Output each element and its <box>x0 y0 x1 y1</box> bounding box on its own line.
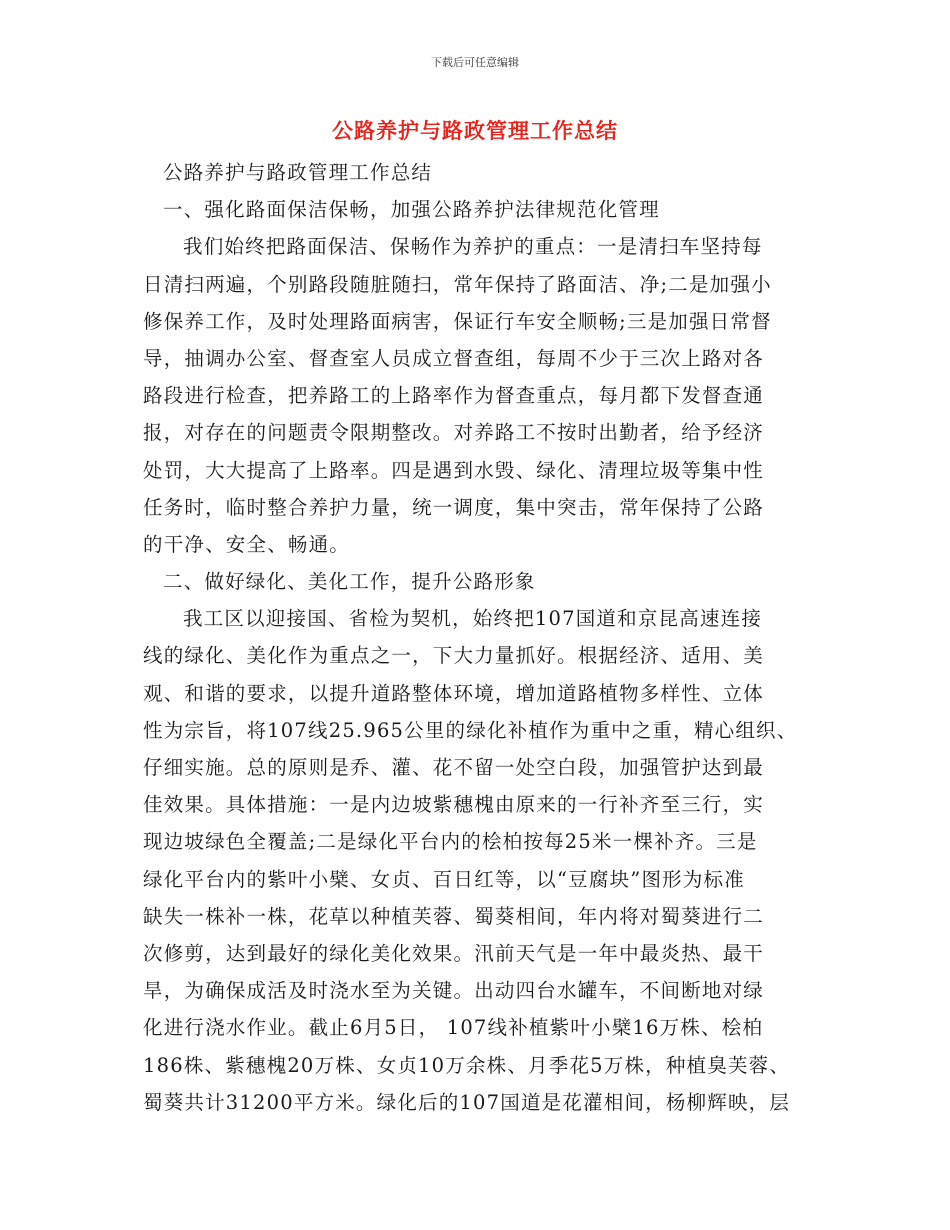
text-line: 蜀葵共计31200平方米。绿化后的107国道是花灌相间，杨柳辉映，层 <box>143 1090 791 1114</box>
text-line: 绿化平台内的紫叶小檗、女贞、百日红等，以“豆腐块”图形为标准 <box>143 867 745 891</box>
text-line: 化进行浇水作业。截止6月5日， 107线补植紫叶小檗16万株、桧柏 <box>143 1016 764 1040</box>
text-line: 观、和谐的要求，以提升道路整体环境，增加道路植物多样性、立体 <box>143 681 765 705</box>
text-line: 路段进行检查，把养路工的上路率作为督查重点，每月都下发督查通 <box>143 384 765 408</box>
text-line: 导，抽调办公室、督查室人员成立督查组，每周不少于三次上路对各 <box>143 346 765 370</box>
document-title: 公路养护与路政管理工作总结 <box>332 119 618 143</box>
text-line: 任务时，临时整合养护力量，统一调度，集中突击，常年保持了公路 <box>143 495 765 519</box>
text-line: 旱，为确保成活及时浇水至为关键。出动四台水罐车，不间断地对绿 <box>143 979 765 1003</box>
text-line: 处罚，大大提高了上路率。四是遇到水毁、绿化、清理垃圾等集中性 <box>143 458 765 482</box>
text-line: 仔细实施。总的原则是乔、灌、花不留一处空白段，加强管护达到最 <box>143 756 765 779</box>
text-line: 缺失一株补一株，花草以种植芙蓉、蜀葵相间，年内将对蜀葵进行二 <box>143 904 765 928</box>
header-note: 下载后可任意编辑 <box>431 56 519 69</box>
text-line: 186株、紫穗槐20万株、女贞10万余株、月季花5万株，种植臭芙蓉、 <box>143 1053 791 1077</box>
text-line: 一、强化路面保洁保畅，加强公路养护法律规范化管理 <box>163 198 660 222</box>
text-line: 性为宗旨，将107线25.965公里的绿化补植作为重中之重，精心组织、 <box>143 718 798 742</box>
text-line: 次修剪，达到最好的绿化美化效果。汛前天气是一年中最炎热、最干 <box>143 941 765 965</box>
text-line: 修保养工作，及时处理路面病害，保证行车安全顺畅;三是加强日常督 <box>143 309 772 333</box>
text-line: 我工区以迎接国、省检为契机，始终把107国道和京昆高速连接 <box>183 607 763 631</box>
text-line: 公路养护与路政管理工作总结 <box>163 161 433 184</box>
text-line: 报，对存在的问题责令限期整改。对养路工不按时出勤者，给予经济 <box>143 421 765 445</box>
text-line: 我们始终把路面保洁、保畅作为养护的重点：一是清扫车坚持每 <box>183 235 763 259</box>
document-body <box>143 154 811 1121</box>
text-line: 线的绿化、美化作为重点之一，下大力量抓好。根据经济、适用、美 <box>143 644 765 668</box>
text-line: 佳效果。具体措施：一是内边坡紫穗槐由原来的一行补齐至三行，实 <box>143 793 765 817</box>
text-line: 日清扫两遍，个别路段随脏随扫，常年保持了路面洁、净;二是加强小 <box>143 272 772 296</box>
text-line: 现边坡绿色全覆盖;二是绿化平台内的桧柏按每25米一棵补齐。三是 <box>143 830 758 854</box>
text-line: 的干净、安全、畅通。 <box>143 532 351 556</box>
text-line: 二、做好绿化、美化工作，提升公路形象 <box>163 570 536 594</box>
